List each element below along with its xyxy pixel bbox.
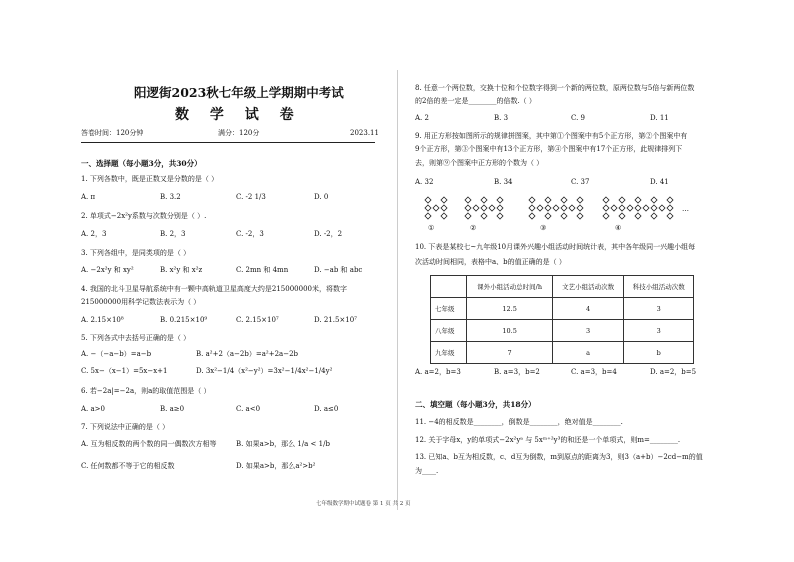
pattern-diamond (577, 205, 583, 211)
q6-stem: 6. 若−2a|=−2a，则a的取值范围是（ ） (81, 387, 211, 395)
q4-stem-cont: 215000000用科学记数法表示为（ ） (81, 298, 201, 306)
pattern-diamond (619, 213, 625, 219)
q11: 11. −4的相反数是________，倒数是________，绝对值是________. (415, 418, 623, 426)
column-divider (397, 70, 398, 510)
pattern-diamond (465, 205, 471, 211)
q3-option-a: A. −2x²y 和 xy² (81, 266, 134, 274)
q4-option-b: B. 0.215×10⁹ (160, 316, 208, 324)
table-cell: 7 (467, 342, 552, 364)
pattern-diamond (603, 205, 609, 211)
q8-option-c: C. 9 (571, 114, 586, 122)
pattern-diamond (529, 213, 535, 219)
pattern-diamond (651, 197, 657, 203)
pattern-diamond (635, 213, 641, 219)
q1-option-c: C. -2 1/3 (236, 193, 266, 201)
q9-figure-label-4: ④ (615, 224, 622, 232)
table-header-total-time: 课外小组活动总时间/h (467, 276, 552, 298)
q1-stem: 1. 下列各数中，既是正数又是分数的是（ ） (81, 175, 219, 183)
pattern-diamond (651, 213, 657, 219)
pattern-diamond (465, 197, 471, 203)
subject-title: 数 学 试 卷 (175, 107, 302, 123)
pattern-diamond (497, 197, 503, 203)
q9-option-b: B. 34 (494, 178, 513, 186)
pattern-diamond (473, 205, 479, 211)
table-header-arts: 文艺小组活动次数 (552, 276, 624, 298)
table-cell: 八年级 (431, 320, 467, 342)
table-cell: 3 (624, 320, 694, 342)
q2-option-a: A. 2，3 (81, 230, 107, 238)
table-row (431, 320, 694, 342)
pattern-diamond (635, 205, 641, 211)
q10-line2: 次活动时间相同，表格中a、b的值正确的是（ ） (415, 258, 566, 266)
pattern-diamond (561, 213, 567, 219)
pattern-diamond (465, 213, 471, 219)
pattern-diamond (441, 197, 447, 203)
pattern-diamond (441, 213, 447, 219)
pattern-diamond (577, 213, 583, 219)
q10-option-d: D. a=2，b=5 (650, 368, 697, 376)
q9-option-a: A. 32 (415, 178, 434, 186)
pattern-diamond (425, 197, 431, 203)
exam-score: 满分：120分 (218, 129, 260, 137)
pattern-diamond (481, 205, 487, 211)
header-divider (81, 142, 375, 143)
table-cell: 七年级 (431, 298, 467, 320)
q7-option-d: D. 如果a>b，那么a²>b² (236, 462, 316, 470)
pattern-diamond (425, 213, 431, 219)
pattern-diamond (619, 197, 625, 203)
pattern-diamond (603, 213, 609, 219)
q9-figure-label-2: ② (470, 224, 477, 232)
exam-time: 答卷时间：120分钟 (81, 129, 144, 137)
q4-option-c: C. 2.15×10⁷ (236, 316, 279, 324)
table-cell: a (552, 342, 624, 364)
q2-option-c: C. -2，3 (236, 230, 264, 238)
q2-option-b: B. 2，3 (160, 230, 186, 238)
exam-date: 2023.11 (350, 129, 379, 137)
pattern-diamond (619, 205, 625, 211)
q10-option-a: A. a=2，b=3 (415, 368, 461, 376)
q5-option-b: B. a²+2（a−2b）=a²+2a−2b (196, 350, 299, 358)
pattern-diamond (611, 205, 617, 211)
q10-option-c: C. a=3，b=4 (571, 368, 617, 376)
pattern-diamond (569, 205, 575, 211)
q3-option-d: D. −ab 和 abc (314, 266, 363, 274)
q8-option-b: B. 3 (494, 114, 509, 122)
pattern-diamond (529, 205, 535, 211)
q5-option-a: A. −（−a−b）=a−b (81, 350, 152, 358)
q10-table (430, 275, 694, 364)
pattern-diamond (441, 205, 447, 211)
pattern-diamond (481, 197, 487, 203)
section1-title: 一、选择题（每小题3分，共30分） (81, 159, 202, 168)
q9-option-d: D. 41 (650, 178, 669, 186)
q4-option-a: A. 2.15×10⁸ (81, 316, 124, 324)
pattern-diamond (425, 205, 431, 211)
q12: 12. 关于字母x，y的单项式−2x²yᵃ 与 5xᵐ⁺²y³的和还是一个单项式，则m=________. (415, 436, 681, 444)
table-cell: 3 (624, 298, 694, 320)
q10-line1: 10. 下表是某校七~九年级10月课外兴趣小组活动时间统计表，其中各年级同一兴趣小组每 (415, 243, 696, 251)
pattern-diamond (659, 205, 665, 211)
q5-option-c: C. 5x−（x−1）=5x−x+1 (81, 367, 168, 375)
q7-stem: 7. 下列说法中正确的是（ ） (81, 423, 170, 431)
q4-stem: 4. 我国的北斗卫星导航系统中有一颗中高轨道卫星高度大约是215000000米，将数字 (81, 285, 347, 293)
q10-option-b: B. a=3，b=2 (494, 368, 540, 376)
q8-option-d: D. 11 (650, 114, 669, 122)
pattern-diamond (667, 205, 673, 211)
q8-line2: 的2倍的差一定是________的倍数.（ ） (415, 97, 536, 105)
q13-line2: 为____. (415, 467, 439, 475)
pattern-diamond (545, 213, 551, 219)
pattern-ellipsis: … (682, 205, 689, 213)
q6-option-b: B. a≥0 (160, 405, 185, 413)
table-row (431, 298, 694, 320)
q9-figure-label-1: ① (428, 224, 435, 232)
pattern-diamond (529, 197, 535, 203)
table-cell: 12.5 (467, 298, 552, 320)
q13-line1: 13. 已知a、b互为相反数，c、d互为倒数，m到原点的距离为3，则3（a+b）−2cd−m的值 (415, 453, 703, 461)
q3-stem: 3. 下列各组中，是同类项的是（ ） (81, 249, 191, 257)
q7-option-a: A. 互为相反数的两个数的同一偶数次方相等 (81, 440, 217, 448)
table-cell: 10.5 (467, 320, 552, 342)
pattern-diamond (667, 197, 673, 203)
pattern-diamond (489, 205, 495, 211)
q1-option-b: B. 3.2 (160, 193, 181, 201)
pattern-diamond (545, 197, 551, 203)
pattern-diamond (497, 213, 503, 219)
q6-option-a: A. a>0 (81, 405, 105, 413)
q7-option-b: B. 如果a>b，那么 1/a < 1/b (236, 440, 330, 448)
pattern-diamond (561, 205, 567, 211)
table-cell: 4 (552, 298, 624, 320)
pattern-diamond (481, 213, 487, 219)
q9-pattern-figure (420, 194, 700, 234)
table-row (431, 342, 694, 364)
q5-stem: 5. 下列各式中去括号正确的是（ ） (81, 334, 191, 342)
q9-option-c: C. 37 (571, 178, 590, 186)
pattern-diamond (603, 197, 609, 203)
q2-stem: 2. 单项式−2x²y系数与次数分别是（ ）. (81, 212, 207, 220)
q9-line3: 去，则第⑨个图案中正方形的个数为（ ） (415, 159, 544, 167)
table-cell: 九年级 (431, 342, 467, 364)
q8-line1: 8. 任意一个两位数，交换十位和个位数字得到一个新的两位数，原两位数与5倍与新两位数 (415, 84, 695, 92)
exam-title: 阳逻街2023秋七年级上学期期中考试 (134, 85, 344, 100)
q2-option-d: D. -2，2 (314, 230, 343, 238)
pattern-diamond (537, 205, 543, 211)
pattern-diamond (561, 197, 567, 203)
pattern-diamond (497, 205, 503, 211)
q7-option-c: C. 任何数都不等于它的相反数 (81, 462, 175, 470)
pattern-diamond (651, 205, 657, 211)
q8-option-a: A. 2 (415, 114, 429, 122)
table-header-science: 科技小组活动次数 (624, 276, 694, 298)
pattern-diamond (553, 205, 559, 211)
pattern-diamond (643, 205, 649, 211)
q6-option-c: C. a<0 (236, 405, 261, 413)
q6-option-d: D. a≤0 (314, 405, 339, 413)
pattern-diamond (577, 197, 583, 203)
q9-line2: 9个正方形，第③个图案中有13个正方形，第④个图案中有17个正方形，此规律排列下 (415, 145, 683, 153)
pattern-diamond (635, 197, 641, 203)
table-cell: 3 (552, 320, 624, 342)
q1-option-a: A. π (81, 193, 96, 201)
table-cell: b (624, 342, 694, 364)
page-footer: 七年级数学期中试题卷 第 1 页 共 2 页 (316, 501, 411, 507)
q9-line1: 9. 用正方形按如图所示的规律拼图案，其中第①个图案中有5个正方形，第②个图案中有 (415, 132, 688, 140)
table-header-blank (431, 276, 467, 298)
pattern-diamond (545, 205, 551, 211)
q3-option-c: C. 2mn 和 4mn (236, 266, 289, 274)
q4-option-d: D. 21.5×10⁷ (314, 316, 357, 324)
q5-option-d: D. 3x²−1/4（x²−y²）=3x²−1/4x²−1/4y² (196, 367, 333, 375)
q1-option-d: D. 0 (314, 193, 329, 201)
pattern-diamond (627, 205, 633, 211)
q9-figure-label-3: ③ (540, 224, 547, 232)
pattern-diamond (667, 213, 673, 219)
pattern-diamond (433, 205, 439, 211)
section2-title: 二、填空题（每小题3分，共18分） (415, 400, 536, 409)
q3-option-b: B. x²y 和 x²z (160, 266, 203, 274)
